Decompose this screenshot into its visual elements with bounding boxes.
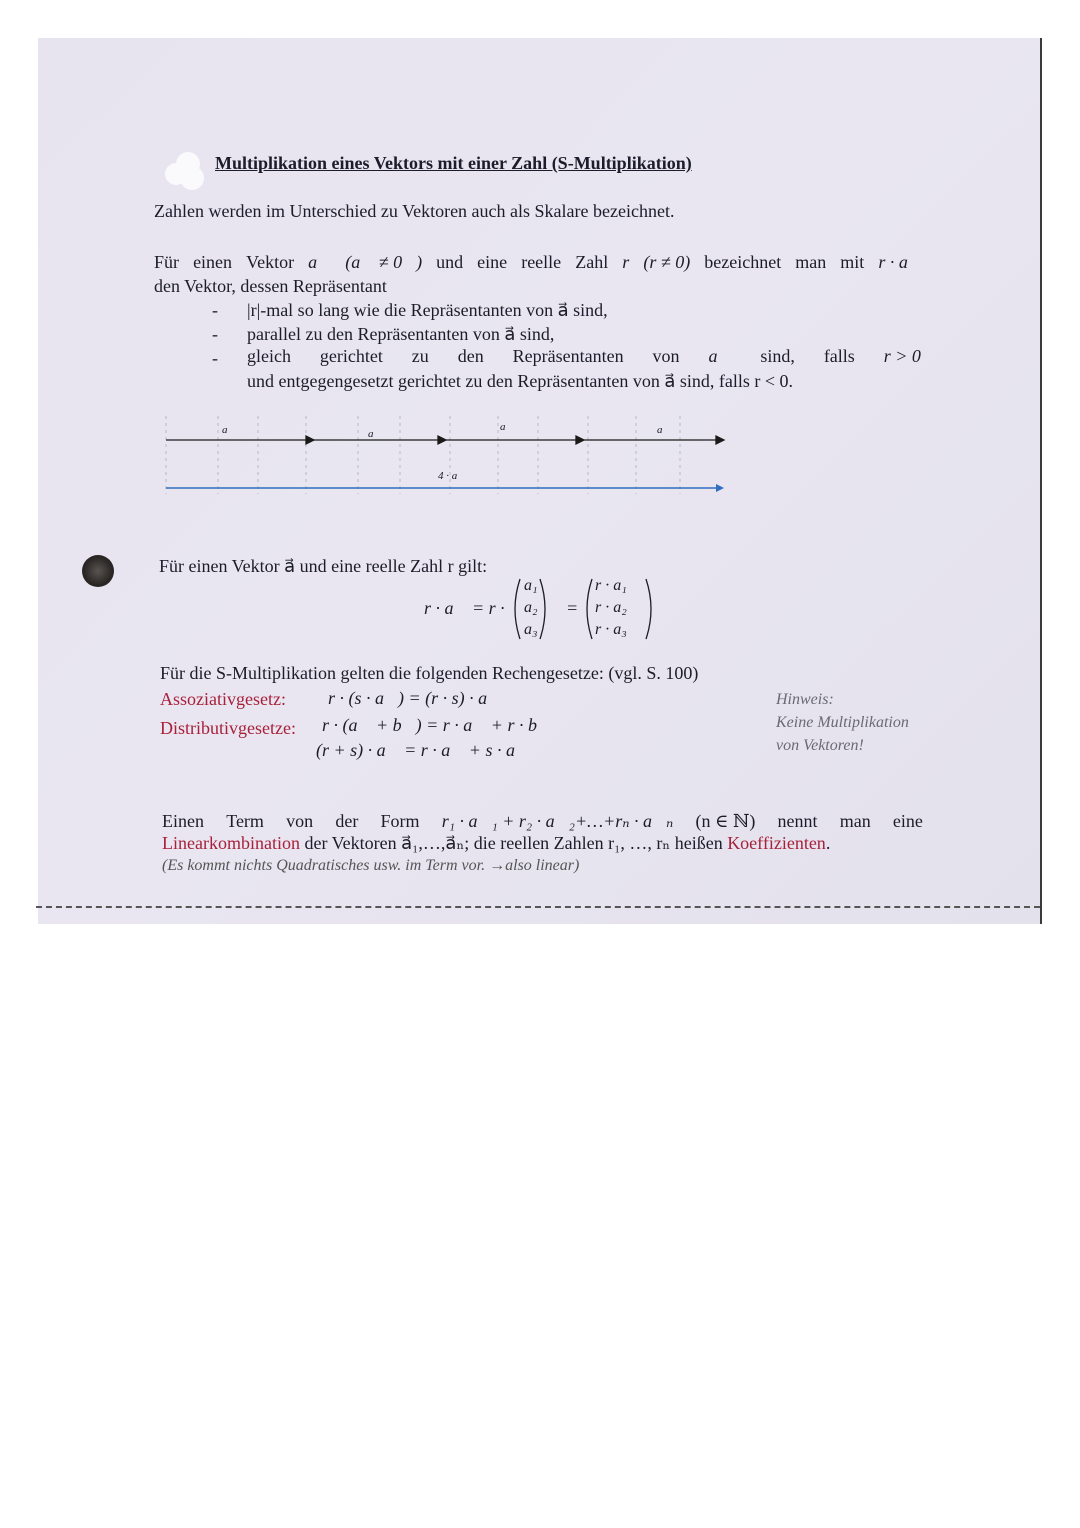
vector-figure: [160, 414, 740, 498]
vector-label: a⃗: [222, 424, 237, 436]
definition-line-1: Für einen Vektor a⃗ (a⃗ ≠ 0⃗) und eine reelle Zahl r (r ≠ 0) bezeichnet man mit r · a⃗: [154, 252, 922, 272]
vector-label: a⃗: [657, 424, 672, 436]
bullet-1: |r|-mal so lang wie die Repräsentanten von a⃗ sind,: [247, 300, 608, 320]
bullet-marker: -: [212, 300, 218, 320]
distrib-label: Distributivgesetze:: [160, 718, 296, 738]
bullet-3: gleich gerichtet zu den Repräsentanten von a⃗ sind, falls r > 0: [247, 346, 921, 366]
bullet-2: parallel zu den Repräsentanten von a⃗ sind,: [247, 324, 555, 344]
arrow-right-icon: →: [489, 857, 506, 874]
punch-hole: [82, 555, 114, 587]
linear-line-2: Linearkombination der Vektoren a⃗₁,…,a⃗ₙ; die reellen Zahlen r₁, …, rₙ heißen Koeffizienten.: [162, 833, 831, 853]
intro-text: Zahlen werden im Unterschied zu Vektoren auch als Skalare bezeichnet.: [154, 201, 675, 221]
product-label: 4 · a⃗: [438, 470, 466, 482]
bullet-marker: -: [212, 324, 218, 344]
laws-intro: Für die S-Multiplikation gelten die folgenden Rechengesetze: (vgl. S. 100): [160, 663, 699, 683]
component-rule-intro: Für einen Vektor a⃗ und eine reelle Zahl r gilt:: [159, 556, 488, 576]
bullet-3-continuation: und entgegengesetzt gerichtet zu den Repräsentanten von a⃗ sind, falls r < 0.: [247, 371, 794, 391]
page-title: Multiplikation eines Vektors mit einer Zahl (S-Multiplikation): [215, 153, 692, 173]
hint-box: Hinweis: Keine Multiplikation von Vektoren!: [776, 691, 909, 754]
component-lhs: r · a⃗ = r ·: [424, 598, 505, 618]
vector-label: a⃗: [500, 421, 515, 433]
distrib-formula-2: (r + s) · a⃗ = r · a⃗ + s · a⃗: [316, 740, 529, 760]
vector-label: a⃗: [368, 428, 383, 440]
assoc-label: Assoziativgesetz:: [160, 689, 286, 709]
distrib-formula-1: r · (a⃗ + b⃗) = r · a⃗ + r · b⃗: [322, 715, 551, 735]
linear-note: (Es kommt nichts Quadratisches usw. im Term vor. →also linear): [162, 857, 580, 874]
definition-line-2: den Vektor, dessen Repräsentant: [154, 276, 387, 296]
linear-line-1: Einen Term von der Form r₁ · a⃗₁ + r₂ · a⃗₂+…+rₙ · a⃗ₙ (n ∈ ℕ) nennt man eine: [162, 811, 923, 831]
component-vector: a₁ a₂ a₃: [524, 577, 538, 638]
term-koeffizienten: Koeffizienten: [727, 833, 826, 853]
component-result: r · a₁ r · a₂ r · a₃: [595, 577, 627, 638]
perforation-line: [36, 900, 1040, 908]
term-linearkombination: Linearkombination: [162, 833, 300, 853]
cloud-icon: [162, 148, 210, 196]
assoc-formula: r · (s · a⃗) = (r · s) · a⃗: [328, 688, 502, 708]
component-equals: =: [566, 598, 579, 618]
bullet-marker: -: [212, 348, 218, 368]
